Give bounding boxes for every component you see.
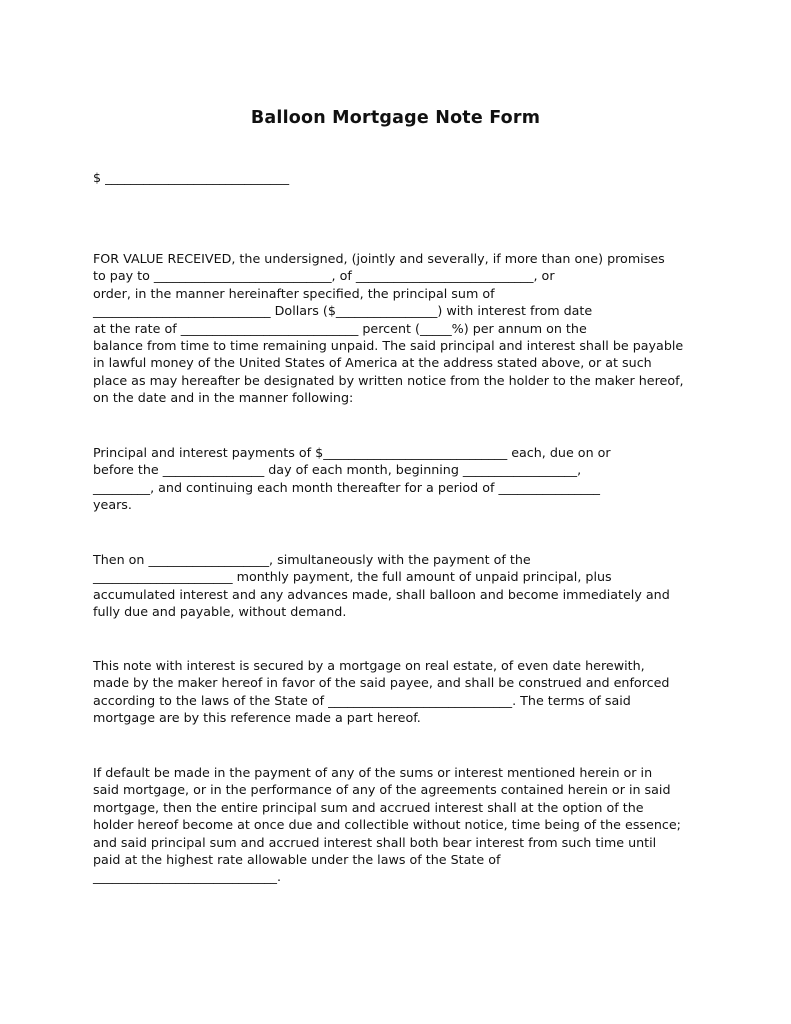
paragraph-3-line: Then on ___________________, simultaneously with the payment of the [93,552,531,567]
paragraph-4-line: made by the maker hereof in favor of the said payee, and shall be construed and enforced [93,675,670,691]
paragraph-2-line: before the ________________ day of each month, beginning __________________, [93,462,582,478]
paragraph-1-line: place as may hereafter be designated by written notice from the holder to the maker hereof, [93,372,684,388]
paragraph-5-line: If default be made in the payment of any of the sums or interest mentioned herein or in [93,765,653,780]
amount-line: $ _____________________________ [93,170,290,185]
paragraph-5-line: said mortgage, or in the performance of any of the agreements contained herein or in said [93,782,671,798]
paragraph-1-line: to pay to ____________________________, of ____________________________, or [93,268,555,284]
paragraph-1-line: at the rate of ____________________________ percent (_____%) per annum on the [93,320,587,336]
document-title: Balloon Mortgage Note Form [250,108,541,128]
paragraph-2-line: years. [93,497,132,513]
paragraph-5-line: _____________________________. [93,869,282,885]
paragraph-5-line: mortgage, then the entire principal sum and accrued interest shall at the option of the [93,799,644,815]
paragraph-2-line: Principal and interest payments of $_____________________________ each, due on or [93,445,611,460]
paragraph-2-line: _________, and continuing each month thereafter for a period of ________________ [93,479,601,495]
paragraph-1-line: on the date and in the manner following: [93,390,354,406]
paragraph-1-line: balance from time to time remaining unpaid. The said principal and interest shall be payable [93,338,684,353]
paragraph-4-line: according to the laws of the State of _____________________________. The terms of said [93,692,631,708]
paragraph-1-line: order, in the manner hereinafter specified, the principal sum of [93,285,495,301]
paragraph-1-line: FOR VALUE RECEIVED, the undersigned, (jointly and severally, if more than one) promises [93,251,665,266]
paragraph-3-line: ______________________ monthly payment, the full amount of unpaid principal, plus [93,569,612,585]
paragraph-1-line: ____________________________ Dollars ($________________) with interest from date [93,303,593,319]
paragraph-3-line: accumulated interest and any advances made, shall balloon and become immediately and [93,586,670,602]
paragraph-5-line: holder hereof become at once due and collectible without notice, time being of the essence; [93,817,681,833]
paragraph-1-line: in lawful money of the United States of America at the address stated above, or at such [93,355,652,371]
paragraph-5-line: and said principal sum and accrued interest shall both bear interest from such time until [93,834,657,850]
paragraph-5-line: paid at the highest rate allowable under the laws of the State of [93,852,501,867]
paragraph-3-line: fully due and payable, without demand. [93,604,347,620]
paragraph-4-line: mortgage are by this reference made a part hereof. [93,710,421,726]
paragraph-4-line: This note with interest is secured by a mortgage on real estate, of even date herewith, [93,658,645,673]
